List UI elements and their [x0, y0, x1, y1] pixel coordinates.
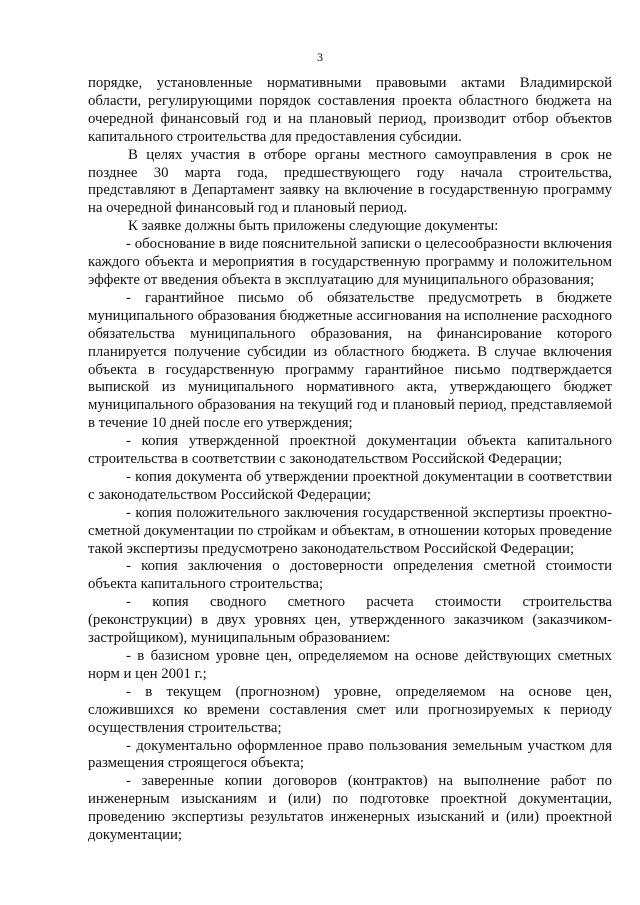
list-item-cost-reliability: - копия заключения о достоверности определения сметной стоимости объекта капитального строительства; [88, 558, 612, 593]
list-item-explanatory-note: - обоснование в виде пояснительной записки о целесообразности включения каждого объекта и мероприятия в государственную программу и положительном эффекте от введения объекта в эксплуатацию для муниципального образования; [88, 236, 612, 288]
paragraph-application-deadline: В целях участия в отборе органы местного самоуправления в срок не позднее 30 марта года, предшествующего году начала строительства, представляют в Департамент заявку на включение в государственную программу на очередной финансовый год и плановый период. [88, 146, 612, 217]
list-item-contract-copies: - заверенные копии договоров (контрактов) на выполнение работ по инженерным изысканиям и (или) по подготовке проектной документации, проведению экспертизы результатов инженерных изысканий и (или) проектной документации; [88, 773, 612, 844]
list-item-land-use-right: - документально оформленное право пользования земельным участком для размещения строящегося объекта; [88, 737, 612, 772]
list-item-approval-document: - копия документа об утверждении проектной документации в соответствии с законодательством Российской Федерации; [88, 468, 612, 503]
paragraph-continuation: порядке, установленные нормативными правовыми актами Владимирской области, регулирующими порядок составления проекта областного бюджета на очередной финансовый год и на плановый период, производит отбор объектов капитального строительства для предоставления субсидии. [88, 75, 612, 145]
list-item-guarantee-letter: - гарантийное письмо об обязательстве предусмотреть в бюджете муниципального образования бюджетные ассигнования на исполнение расходного обязательства муниципального образования, на финансирование которого планируется получение субсидии из областного бюджета. В случае включения объекта в государственную программу гарантийное письмо подтверждается выпиской из муниципального нормативного акта, утверждающего бюджет муниципального образования на текущий год и плановый период, представляемой в течение 10 дней после его утверждения; [88, 289, 612, 432]
document-body [88, 75, 612, 845]
list-item-base-price-level: - в базисном уровне цен, определяемом на основе действующих сметных норм и цен 2001 г.; [88, 648, 612, 682]
list-item-state-expertise: - копия положительного заключения государственной экспертизы проектно-сметной документации по стройкам и объектам, в отношении которых проведение такой экспертизы предусмотрено законодательством Российской Федерации; [88, 504, 612, 557]
paragraph-documents-intro: К заявке должны быть приложены следующие документы: [128, 218, 499, 235]
page-number: 3 [317, 50, 323, 64]
list-item-current-price-level: - в текущем (прогнозном) уровне, определяемом на основе цен, сложившихся ко времени составления смет или прогнозируемых к периоду осуществления строительства; [88, 683, 612, 736]
list-item-summary-estimate: - копия сводного сметного расчета стоимости строительства (реконструкции) в двух уровнях цен, утвержденного заказчиком (заказчиком-застройщиком), муниципальным образованием: [88, 594, 612, 647]
list-item-project-documentation: - копия утвержденной проектной документации объекта капитального строительства в соответствии с законодательством Российской Федерации; [88, 433, 612, 468]
